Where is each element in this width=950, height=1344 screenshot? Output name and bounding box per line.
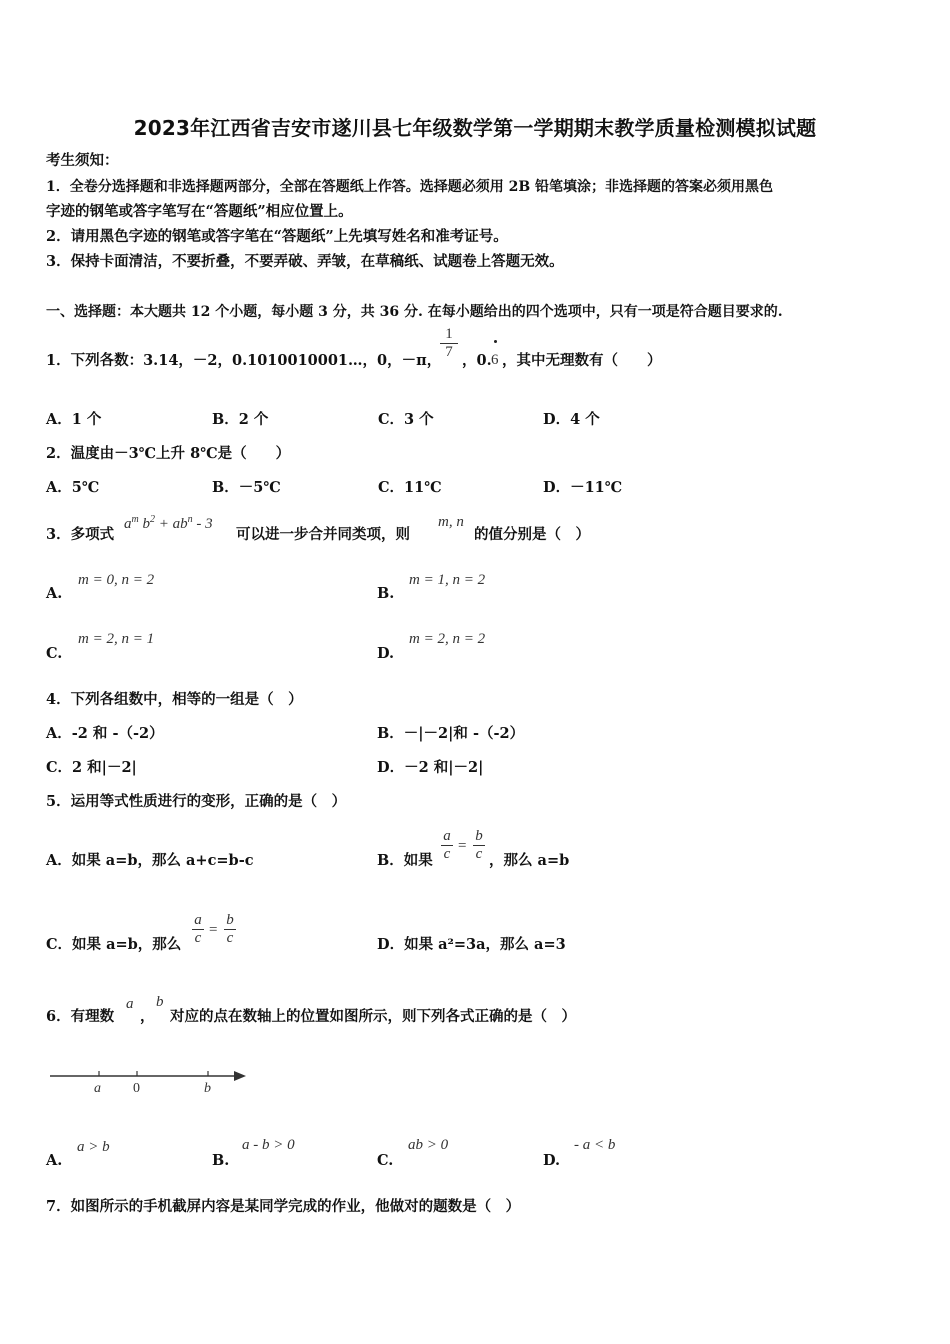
- q6-option-b-label[interactable]: B.: [212, 1152, 230, 1169]
- q6-option-b-math[interactable]: a - b > 0: [242, 1137, 295, 1153]
- q5-option-d[interactable]: D．如果 a²=3a，那么 a=3: [377, 936, 566, 953]
- q5-b-equals: =: [458, 838, 467, 854]
- section-heading: 一、选择题：本大题共 12 个小题，每小题 3 分，共 36 分. 在每小题给出的四个选项中，只有一项是符合题目要求的.: [46, 304, 783, 320]
- q5-b-fraction-left: [441, 828, 453, 863]
- q1-repeat-dot: [494, 340, 497, 343]
- q4-stem: 4．下列各组数中，相等的一组是（ ）: [46, 691, 303, 708]
- tick-label-0: 0: [133, 1081, 140, 1096]
- q4-option-d[interactable]: D．－2 和|－2|: [377, 759, 484, 776]
- q1-fraction-numerator: 1: [440, 326, 458, 344]
- notice-item-2: 2．请用黑色字迹的钢笔或答字笔在“答题纸”上先填写姓名和准考证号。: [46, 228, 508, 245]
- q3-option-a-math[interactable]: m = 0, n = 2: [78, 572, 155, 588]
- q3-option-c-math[interactable]: m = 2, n = 1: [78, 631, 155, 647]
- q3-stem-part-1: 3．多项式: [46, 526, 115, 543]
- q5-option-b-part-2[interactable]: ，那么 a=b: [489, 852, 570, 869]
- q5-b-frac-left-num: a: [441, 828, 453, 846]
- notice-heading: 考生须知：: [46, 152, 119, 169]
- tick-label-b: b: [204, 1081, 211, 1096]
- q2-option-d[interactable]: D．－11℃: [543, 479, 623, 496]
- q1-stem-part-2: ，0.: [462, 352, 492, 369]
- q6-option-a-math[interactable]: a > b: [77, 1139, 110, 1155]
- q5-b-frac-left-den: c: [443, 846, 451, 862]
- q2-option-c[interactable]: C．11℃: [378, 479, 442, 496]
- q6-option-d-math[interactable]: - a < b: [574, 1137, 616, 1153]
- q6-option-a-label[interactable]: A.: [46, 1152, 63, 1169]
- q3-stem-part-3: 的值分别是（ ）: [474, 526, 590, 543]
- q5-option-a[interactable]: A．如果 a=b，那么 a+c=b-c: [46, 852, 254, 869]
- q3-stem-part-2: 可以进一步合并同类项，则: [236, 526, 410, 543]
- q1-option-d[interactable]: D．4 个: [543, 411, 600, 428]
- tick-label-a: a: [94, 1081, 101, 1096]
- q5-option-b-part-1[interactable]: B．如果: [377, 852, 433, 869]
- q5-c-frac-left-num: a: [192, 912, 204, 930]
- q3-option-b-math[interactable]: m = 1, n = 2: [409, 572, 486, 588]
- q5-b-frac-right-den: c: [475, 846, 483, 862]
- q3-option-d-math[interactable]: m = 2, n = 2: [409, 631, 486, 647]
- q1-option-c[interactable]: C．3 个: [378, 411, 434, 428]
- q5-option-c[interactable]: C．如果 a=b，那么: [46, 936, 182, 953]
- q5-c-frac-right-den: c: [226, 930, 234, 946]
- q5-c-fraction-right: [224, 912, 236, 947]
- q3-polynomial: $a^m$ $b^2 + ab^n - 3$: [124, 514, 213, 532]
- notice-item-1-line-1: 1．全卷分选择题和非选择题两部分，全部在答题纸上作答。选择题必须用 2B 铅笔填涂；非选择题的答案必须用黑色: [46, 179, 774, 195]
- q6-option-d-label[interactable]: D.: [543, 1152, 561, 1169]
- q3-option-a-label[interactable]: A.: [46, 585, 63, 602]
- q6-stem-part-1: 6．有理数: [46, 1008, 115, 1025]
- q1-fraction-denominator: 7: [445, 344, 453, 360]
- q4-option-b[interactable]: B．－|－2|和 -（-2）: [377, 725, 525, 742]
- notice-item-1-line-2: 字迹的钢笔或答字笔写在“答题纸”相应位置上。: [46, 203, 353, 220]
- q5-c-equals: =: [209, 922, 218, 938]
- q5-b-frac-right-num: b: [473, 828, 485, 846]
- q5-c-frac-left-den: c: [194, 930, 202, 946]
- q2-stem: 2．温度由－3℃上升 8℃是（ ）: [46, 445, 291, 462]
- number-line-arrow-icon: [234, 1071, 246, 1081]
- q6-option-c-label[interactable]: C.: [377, 1152, 394, 1169]
- q3-option-b-label[interactable]: B.: [377, 585, 395, 602]
- q1-option-b[interactable]: B．2 个: [212, 411, 269, 428]
- q5-b-fraction-right: [473, 828, 485, 863]
- q6-stem-part-2: 对应的点在数轴上的位置如图所示，则下列各式正确的是（ ）: [170, 1008, 576, 1025]
- q5-c-fraction-left: [192, 912, 204, 947]
- q1-fraction: [440, 326, 458, 361]
- q6-number-line: [46, 1060, 256, 1100]
- q3-variables: m, n: [438, 514, 464, 530]
- q1-stem-part-1: 1．下列各数：3.14，－2，0.1010010001…，0，－π，: [46, 352, 442, 369]
- q6-var-a: a: [126, 996, 134, 1012]
- q3-option-d-label[interactable]: D.: [377, 645, 395, 662]
- q4-option-a[interactable]: A．-2 和 -（-2）: [46, 725, 164, 742]
- q1-option-a[interactable]: A．1 个: [46, 411, 102, 428]
- q4-option-c[interactable]: C．2 和|－2|: [46, 759, 137, 776]
- q1-stem-part-3: ，其中无理数有（ ）: [502, 352, 662, 369]
- notice-item-3: 3．保持卡面清洁，不要折叠，不要弄破、弄皱，在草稿纸、试题卷上答题无效。: [46, 253, 564, 270]
- q5-c-frac-right-num: b: [224, 912, 236, 930]
- q2-option-b[interactable]: B．－5℃: [212, 479, 281, 496]
- q5-stem: 5．运用等式性质进行的变形，正确的是（ ）: [46, 793, 347, 810]
- q1-repeating-digit: 6: [491, 352, 499, 368]
- q6-option-c-math[interactable]: ab > 0: [408, 1137, 449, 1153]
- page-title: 2023年江西省吉安市遂川县七年级数学第一学期期末教学质量检测模拟试题: [133, 116, 817, 140]
- q7-stem: 7．如图所示的手机截屏内容是某同学完成的作业，他做对的题数是（ ）: [46, 1198, 521, 1215]
- q3-option-c-label[interactable]: C.: [46, 645, 63, 662]
- q6-var-b: b: [156, 994, 164, 1010]
- q2-option-a[interactable]: A．5℃: [46, 479, 100, 496]
- q6-comma: ，: [140, 1008, 155, 1025]
